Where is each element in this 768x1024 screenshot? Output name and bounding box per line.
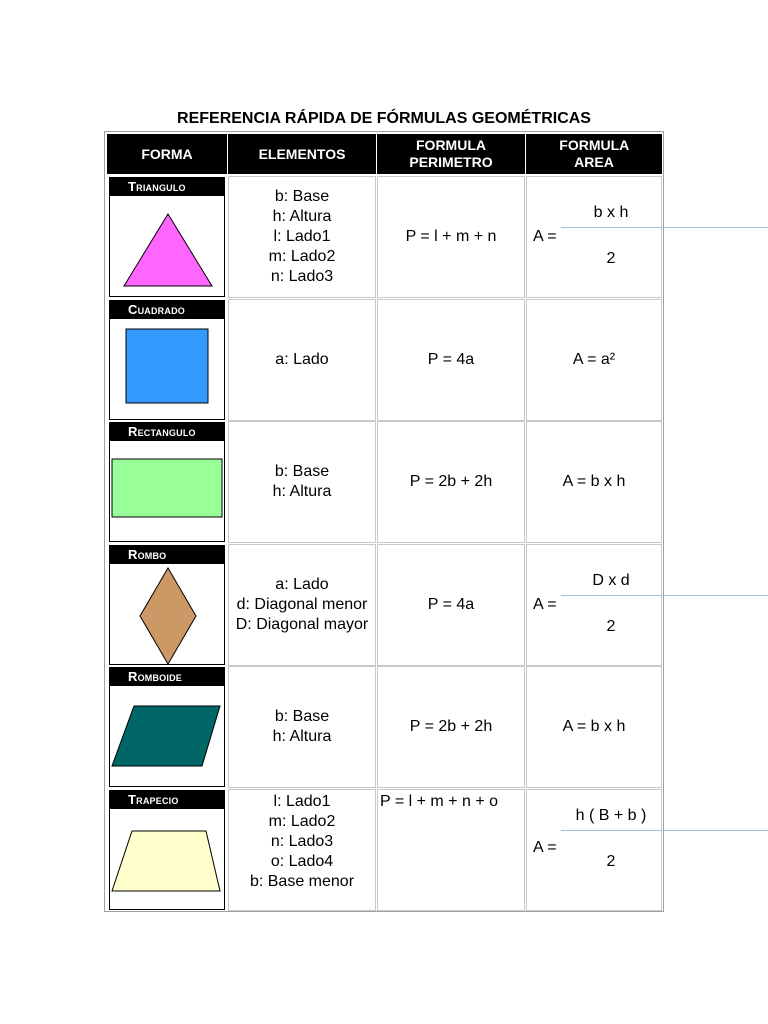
formula-table: [104, 131, 664, 912]
shape-name: Trapecio: [110, 791, 224, 809]
header-forma: FORMA: [107, 134, 227, 174]
rhombus-icon: [110, 564, 224, 664]
area-cell-triangulo: [526, 176, 662, 298]
shape-cell-romboide: [109, 667, 225, 787]
area-lhs: A =: [533, 596, 557, 613]
fraction-bar: [561, 227, 768, 228]
perimeter-formula: P = l + m + n: [405, 228, 497, 245]
shape-cell-rombo: [109, 545, 225, 665]
area-fraction: [527, 177, 661, 297]
header-elementos: ELEMENTOS: [228, 134, 376, 174]
elements-cell-triangulo: [228, 176, 376, 298]
area-fraction: [527, 545, 661, 665]
area-cell-cuadrado: [526, 299, 662, 421]
square-icon: [110, 319, 224, 419]
perimeter-cell-rectangulo: [377, 421, 525, 543]
element-item: b: Base: [274, 188, 330, 205]
fraction-bar: [561, 595, 768, 596]
element-item: D: Diagonal mayor: [235, 616, 369, 633]
area-cell-rectangulo: [526, 421, 662, 543]
element-item: l: Lado1: [273, 793, 331, 810]
shape-name: Triangulo: [110, 178, 224, 196]
element-item: b: Base: [274, 463, 330, 480]
shape-name: Rombo: [110, 546, 224, 564]
area-numerator: D x d: [592, 572, 630, 589]
perimeter-cell-romboide: [377, 666, 525, 788]
area-lhs: A =: [533, 228, 557, 245]
element-item: o: Lado4: [270, 853, 334, 870]
shape-cell-rectangulo: [109, 422, 225, 542]
parallelogram-icon: [110, 686, 224, 786]
perimeter-formula: P = 2b + 2h: [409, 473, 493, 490]
header-perimetro: FORMULA PERIMETRO: [377, 134, 525, 174]
area-numerator: h ( B + b ): [575, 807, 647, 824]
area-lhs: A =: [533, 839, 557, 856]
area-fraction: [527, 790, 661, 910]
shape-name: Cuadrado: [110, 301, 224, 319]
element-item: m: Lado2: [268, 248, 336, 265]
area-denominator: 2: [606, 853, 616, 870]
element-item: l: Lado1: [273, 228, 331, 245]
area-formula: A = a²: [572, 351, 616, 368]
element-item: h: Altura: [272, 208, 332, 225]
elements-cell-cuadrado: [228, 299, 376, 421]
shape-cell-trapecio: [109, 790, 225, 910]
elements-cell-rectangulo: [228, 421, 376, 543]
perimeter-formula: P = l + m + n + o: [380, 793, 498, 810]
element-item: d: Diagonal menor: [236, 596, 368, 613]
element-item: b: Base: [274, 708, 330, 725]
area-cell-rombo: [526, 544, 662, 666]
element-item: m: Lado2: [268, 813, 336, 830]
area-denominator: 2: [606, 618, 616, 635]
element-item: n: Lado3: [270, 268, 334, 285]
perimeter-cell-trapecio: [377, 789, 525, 911]
area-denominator: 2: [606, 250, 616, 267]
rectangle-icon: [110, 441, 224, 541]
element-item: b: Base menor: [249, 873, 355, 890]
elements-cell-romboide: [228, 666, 376, 788]
shape-name: Rectangulo: [110, 423, 224, 441]
element-item: h: Altura: [272, 728, 332, 745]
area-numerator: b x h: [593, 204, 629, 221]
triangle-icon: [110, 196, 224, 296]
element-item: h: Altura: [272, 483, 332, 500]
fraction-bar: [561, 830, 768, 831]
perimeter-cell-rombo: [377, 544, 525, 666]
shape-name: Romboide: [110, 668, 224, 686]
perimeter-formula: P = 4a: [427, 596, 475, 613]
page-title: REFERENCIA RÁPIDA DE FÓRMULAS GEOMÉTRICAS: [177, 110, 591, 127]
perimeter-formula: P = 4a: [427, 351, 475, 368]
area-cell-romboide: [526, 666, 662, 788]
shape-cell-cuadrado: [109, 300, 225, 420]
perimeter-formula: P = 2b + 2h: [409, 718, 493, 735]
element-item: a: Lado: [275, 576, 329, 593]
elements-cell-rombo: [228, 544, 376, 666]
element-item: n: Lado3: [270, 833, 334, 850]
area-formula: A = b x h: [562, 718, 626, 735]
area-formula: A = b x h: [562, 473, 626, 490]
header-area: FORMULA AREA: [526, 134, 662, 174]
shape-cell-triangulo: [109, 177, 225, 297]
perimeter-cell-cuadrado: [377, 299, 525, 421]
trapezoid-icon: [110, 809, 224, 909]
element-item: a: Lado: [275, 351, 329, 368]
perimeter-cell-triangulo: [377, 176, 525, 298]
elements-cell-trapecio: [228, 789, 376, 911]
area-cell-trapecio: [526, 789, 662, 911]
